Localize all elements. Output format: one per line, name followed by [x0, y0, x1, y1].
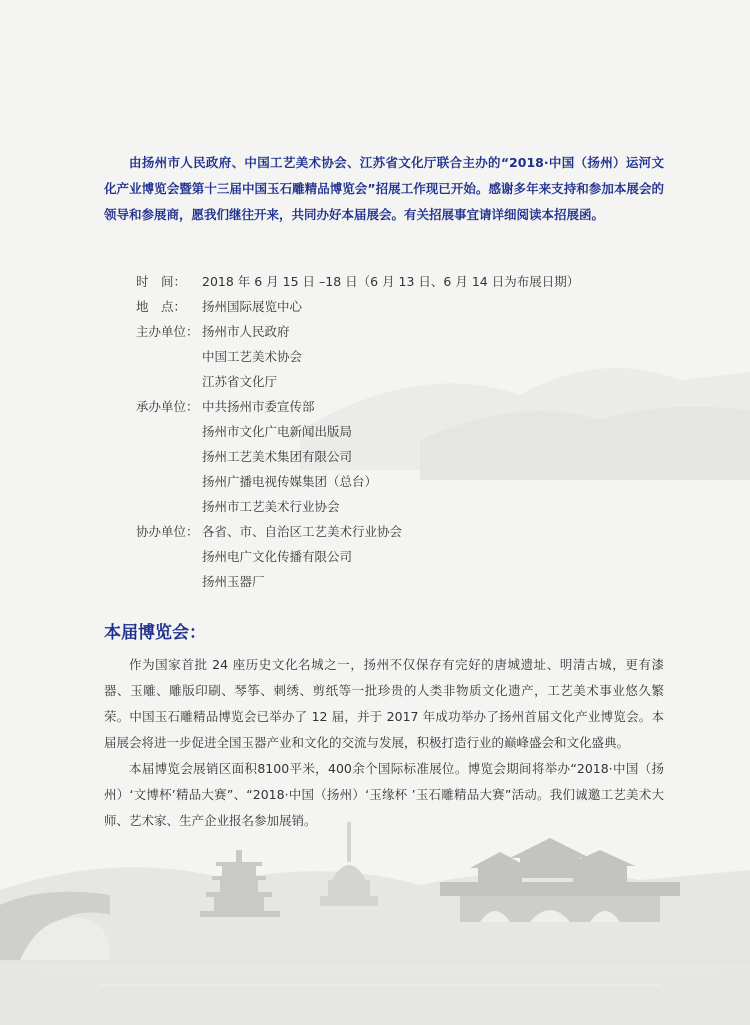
co-organizer-item: 各省、市、自治区工艺美术行业协会 — [202, 524, 403, 539]
info-label-co-organizer: 协办单位： — [136, 524, 199, 539]
organizer-list — [202, 394, 377, 519]
organizer-item: 扬州工艺美术集团有限公司 — [202, 449, 353, 464]
event-info — [136, 269, 636, 594]
info-row-host — [136, 319, 636, 394]
organizer-item: 扬州市文化广电新闻出版局 — [202, 424, 353, 439]
info-value-place: 扬州国际展览中心 — [202, 299, 303, 314]
info-row-place — [136, 294, 636, 319]
section-title: 本届博览会： — [104, 623, 206, 643]
info-row-organizer — [136, 394, 636, 519]
info-row-co-organizer — [136, 519, 636, 594]
organizer-item: 扬州市工艺美术行业协会 — [202, 499, 340, 514]
host-item: 扬州市人民政府 — [202, 324, 290, 339]
organizer-item: 扬州广播电视传媒集团（总台） — [202, 474, 378, 489]
info-row-time — [136, 269, 636, 294]
co-organizer-item: 扬州电广文化传播有限公司 — [202, 549, 353, 564]
body-paragraph: 作为国家首批 24 座历史文化名城之一，扬州不仅保存有完好的唐城遗址、明清古城，更有漆器、玉雕、雕版印刷、琴筝、刺绣、剪纸等一批珍贵的人类非物质文化遗产，工艺美术事业悠久繁荣。中国玉石雕精品博览会已举办了 12 届，并于 2017 年成功举办了扬州首届文化产业博览会。本届展会将进一步促进全国玉器产业和文化的交流与发展，积极打造行业的巅峰盛会和文化盛典。 — [104, 657, 664, 750]
host-item: 中国工艺美术协会 — [202, 349, 303, 364]
organizer-item: 中共扬州市委宣传部 — [202, 399, 315, 414]
info-value-time: 2018 年 6 月 15 日 –18 日（6 月 13 日、6 月 14 日为布展日期） — [202, 274, 580, 289]
info-label-host: 主办单位： — [136, 324, 199, 339]
host-item: 江苏省文化厅 — [202, 374, 278, 389]
co-organizer-item: 扬州玉器厂 — [202, 574, 265, 589]
intro-paragraph: 由扬州市人民政府、中国工艺美术协会、江苏省文化厅联合主办的“2018·中国（扬州）运河文化产业博览会暨第十三届中国玉石雕精品博览会”招展工作现已开始。感谢多年来支持和参加本展会的领导和参展商，愿我们继往开来，共同办好本届展会。有关招展事宜请详细阅读本招展函。 — [104, 155, 664, 222]
info-label-organizer: 承办单位： — [136, 399, 199, 414]
body-paragraph: 本届博览会展销区面积8100平米，400余个国际标准展位。博览会期间将举办“2018·中国（扬州）‘文博杯’精品大赛”、“2018·中国（扬州）‘玉缘杯 ’玉石雕精品大赛”活动。我们诚邀工艺美术大师、艺术家、生产企业报名参加展销。 — [104, 761, 664, 828]
info-label-place: 地 点： — [136, 299, 187, 314]
info-label-time: 时 间： — [136, 274, 187, 289]
section-body — [104, 652, 664, 834]
host-list — [202, 319, 302, 394]
co-organizer-list — [202, 519, 402, 594]
